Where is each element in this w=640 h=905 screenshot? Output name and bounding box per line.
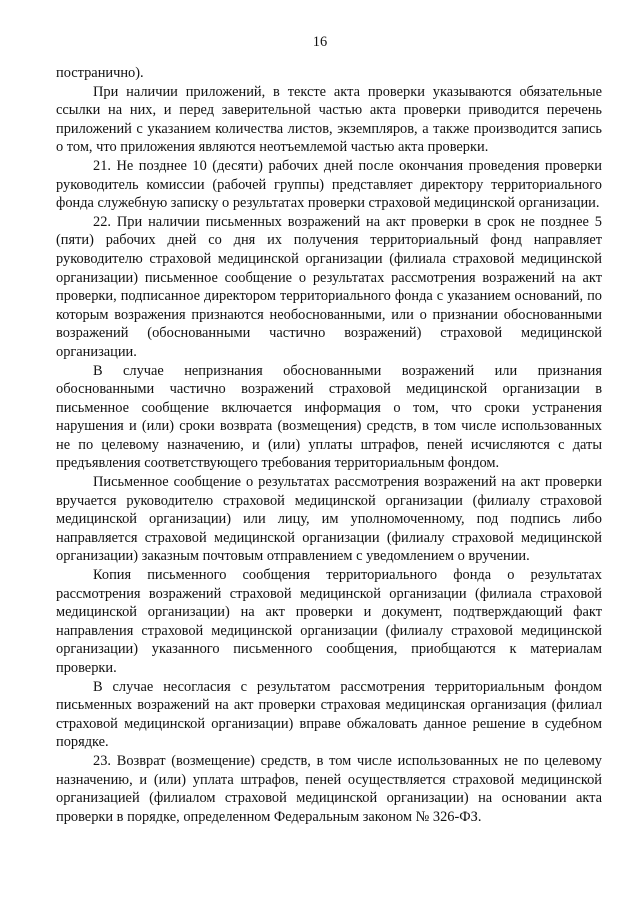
paragraph-appeal: В случае несогласия с результатом рассмотрения территориальным фондом письменных возражений на акт проверки страховая медицинская организация (филиал страховой медицинской организации) вправе обжаловать данное решение в судебном порядке. [56,678,602,751]
paragraph-item-21: 21. Не позднее 10 (десяти) рабочих дней после окончания проведения проверки руководитель комиссии (рабочей группы) представляет директору территориального фонда служебную записку о результатах проверки страховой медицинской организации. [56,157,602,212]
paragraph-message-delivery: Письменное сообщение о результатах рассмотрения возражений на акт проверки вручается руководителю страховой медицинской организации (филиалу страховой медицинской организации) или лицу, им уполномоченному, под подпись либо направляется страховой медицинской организации (филиалу страховой медицинской организации) заказным почтовым отправлением с уведомлением о вручении. [56,474,602,565]
paragraph-attachments: При наличии приложений, в тексте акта проверки указываются обязательные ссылки на них, и перед заверительной частью акта проверки приводится перечень приложений с указанием количества листов, экземпляров, а также производится запись о том, что приложения являются неотъемлемой частью акта проверки. [56,83,602,156]
paragraph-item-22: 22. При наличии письменных возражений на акт проверки в срок не позднее 5 (пяти) рабочих дней со дня их получения территориальный фонд направляет руководителю страховой медицинской организации (филиала страховой медицинской организации) письменное сообщение о результатах рассмотрения возражений на акт проверки, подписанное директором территориального фонда с указанием оснований, по которым возражения признаются необоснованными, или о признании обоснованными возражений (обоснованными частично возражений) страховой медицинской организации. [56,213,602,360]
paragraph-objections-rejected: В случае непризнания обоснованными возражений или признания обоснованными частично возражений страховой медицинской организации в письменное сообщение включается информация о том, что сроки устранения нарушения и (или) сроки возврата (возмещения) средств, в том числе использованных не по целевому назначению, и (или) уплаты штрафов, пеней исчисляются с даты предъявления соответствующего требования территориальным фондом. [56,362,602,472]
paragraph-continuation: постранично). [56,65,144,81]
paragraph-item-23: 23. Возврат (возмещение) средств, в том числе использованных не по целевому назначению, и (или) уплата штрафов, пеней осуществляется страховой медицинской организацией (филиалом страховой медицинской организации) на основании акта проверки в порядке, определенном Федеральным законом № 326-ФЗ. [56,752,602,825]
document-body [56,64,602,826]
page-number: 16 [312,34,328,50]
paragraph-message-copy: Копия письменного сообщения территориального фонда о результатах рассмотрения возражений страховой медицинской организации (филиала страховой медицинской организации) на акт проверки и документ, подтверждающий факт направления страховой медицинской организации (филиалу страховой медицинской организации) указанного письменного сообщения, приобщаются к материалам проверки. [56,567,602,676]
